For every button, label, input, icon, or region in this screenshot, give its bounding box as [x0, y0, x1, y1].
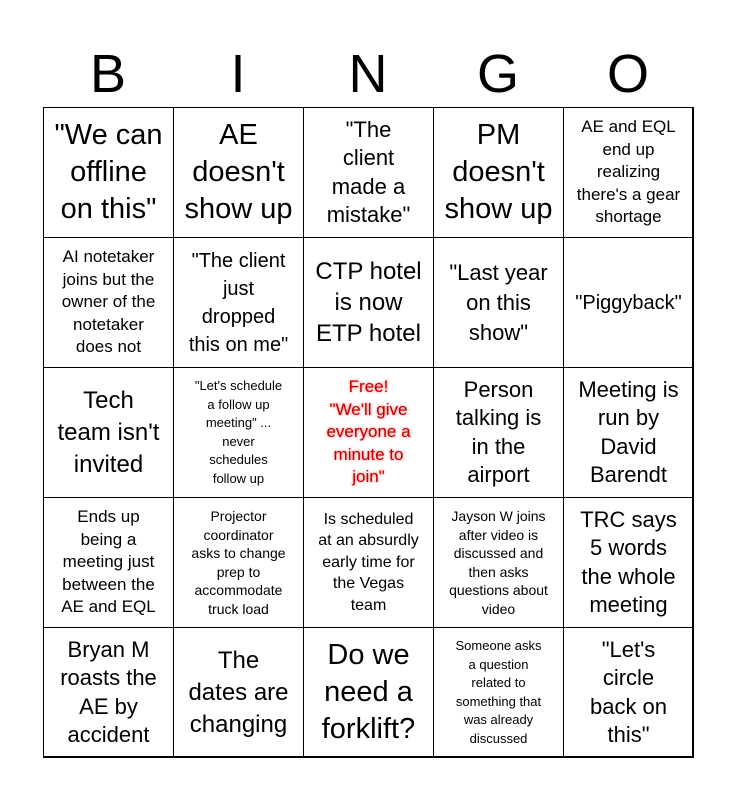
cell-text: Bryan M roasts the AE by accident: [60, 636, 157, 747]
bingo-cell[interactable]: [563, 497, 694, 628]
bingo-cell[interactable]: [173, 627, 304, 758]
cell-text: AE doesn't show up: [184, 119, 293, 225]
cell-text: "Piggyback": [575, 291, 682, 314]
bingo-cell[interactable]: [563, 237, 694, 368]
bingo-cell[interactable]: [43, 627, 174, 758]
bingo-cell[interactable]: [433, 497, 564, 628]
cell-text: Tech team isn't invited: [57, 386, 160, 478]
bingo-cell[interactable]: [173, 107, 304, 238]
bingo-cell[interactable]: [433, 627, 564, 758]
cell-text: TRC says 5 words the whole meeting: [580, 506, 677, 617]
bingo-cell[interactable]: [43, 237, 174, 368]
cell-text: CTP hotel is now ETP hotel: [315, 258, 422, 347]
bingo-cell[interactable]: [303, 107, 434, 238]
cell-text: "Let's circle back on this": [589, 636, 668, 747]
bingo-cell[interactable]: [303, 237, 434, 368]
bingo-cell[interactable]: [173, 497, 304, 628]
cell-text: AI notetaker joins but the owner of the notetaker does not: [61, 247, 156, 357]
cell-text: Do we need a forklift?: [321, 639, 416, 745]
bingo-cell[interactable]: [433, 237, 564, 368]
cell-text: "The client just dropped this on me": [188, 249, 289, 356]
header-letter-b: B: [89, 44, 127, 104]
cell-text: Someone asks a question related to something that was already discussed: [455, 638, 542, 746]
cell-text: Jayson W joins after video is discussed and then asks questions about video: [449, 508, 548, 617]
bingo-grid: [43, 107, 693, 757]
cell-text: "Last year on this show": [449, 259, 548, 345]
bingo-cell[interactable]: [433, 367, 564, 498]
bingo-cell[interactable]: [433, 107, 564, 238]
bingo-cell[interactable]: [43, 497, 174, 628]
bingo-cell[interactable]: [173, 367, 304, 498]
bingo-cell[interactable]: [43, 107, 174, 238]
bingo-header: [43, 40, 693, 108]
cell-text: Ends up being a meeting just between the AE and EQL: [61, 507, 156, 617]
cell-text: Is scheduled at an absurdly early time for the Vegas team: [318, 510, 419, 614]
cell-text: AE and EQL end up realizing there's a gear shortage: [576, 117, 681, 227]
bingo-cell[interactable]: [563, 107, 694, 238]
bingo-cell[interactable]: [563, 627, 694, 758]
bingo-cell[interactable]: [303, 627, 434, 758]
header-letter-i: I: [230, 44, 246, 104]
free-cell[interactable]: [303, 367, 434, 498]
bingo-cell[interactable]: [563, 367, 694, 498]
cell-text: PM doesn't show up: [444, 119, 553, 225]
cell-text: "Let's schedule a follow up meeting" ... never schedules follow up: [194, 378, 283, 486]
cell-text: "We can offline on this": [54, 119, 163, 225]
cell-text: Person talking is in the airport: [455, 376, 542, 487]
bingo-cell[interactable]: [43, 367, 174, 498]
bingo-cell[interactable]: [173, 237, 304, 368]
cell-text: Meeting is run by David Barendt: [578, 376, 679, 487]
cell-text: Projector coordinator asks to change prep to accommodate truck load: [191, 508, 286, 617]
header-letter-g: G: [476, 44, 519, 104]
cell-text: The dates are changing: [188, 646, 289, 738]
header-letter-n: N: [348, 44, 388, 104]
cell-text: Free! "We'll give everyone a minute to join": [326, 377, 411, 487]
cell-text: "The client made a mistake": [326, 116, 411, 227]
header-letter-o: O: [606, 44, 649, 104]
bingo-cell[interactable]: [303, 497, 434, 628]
